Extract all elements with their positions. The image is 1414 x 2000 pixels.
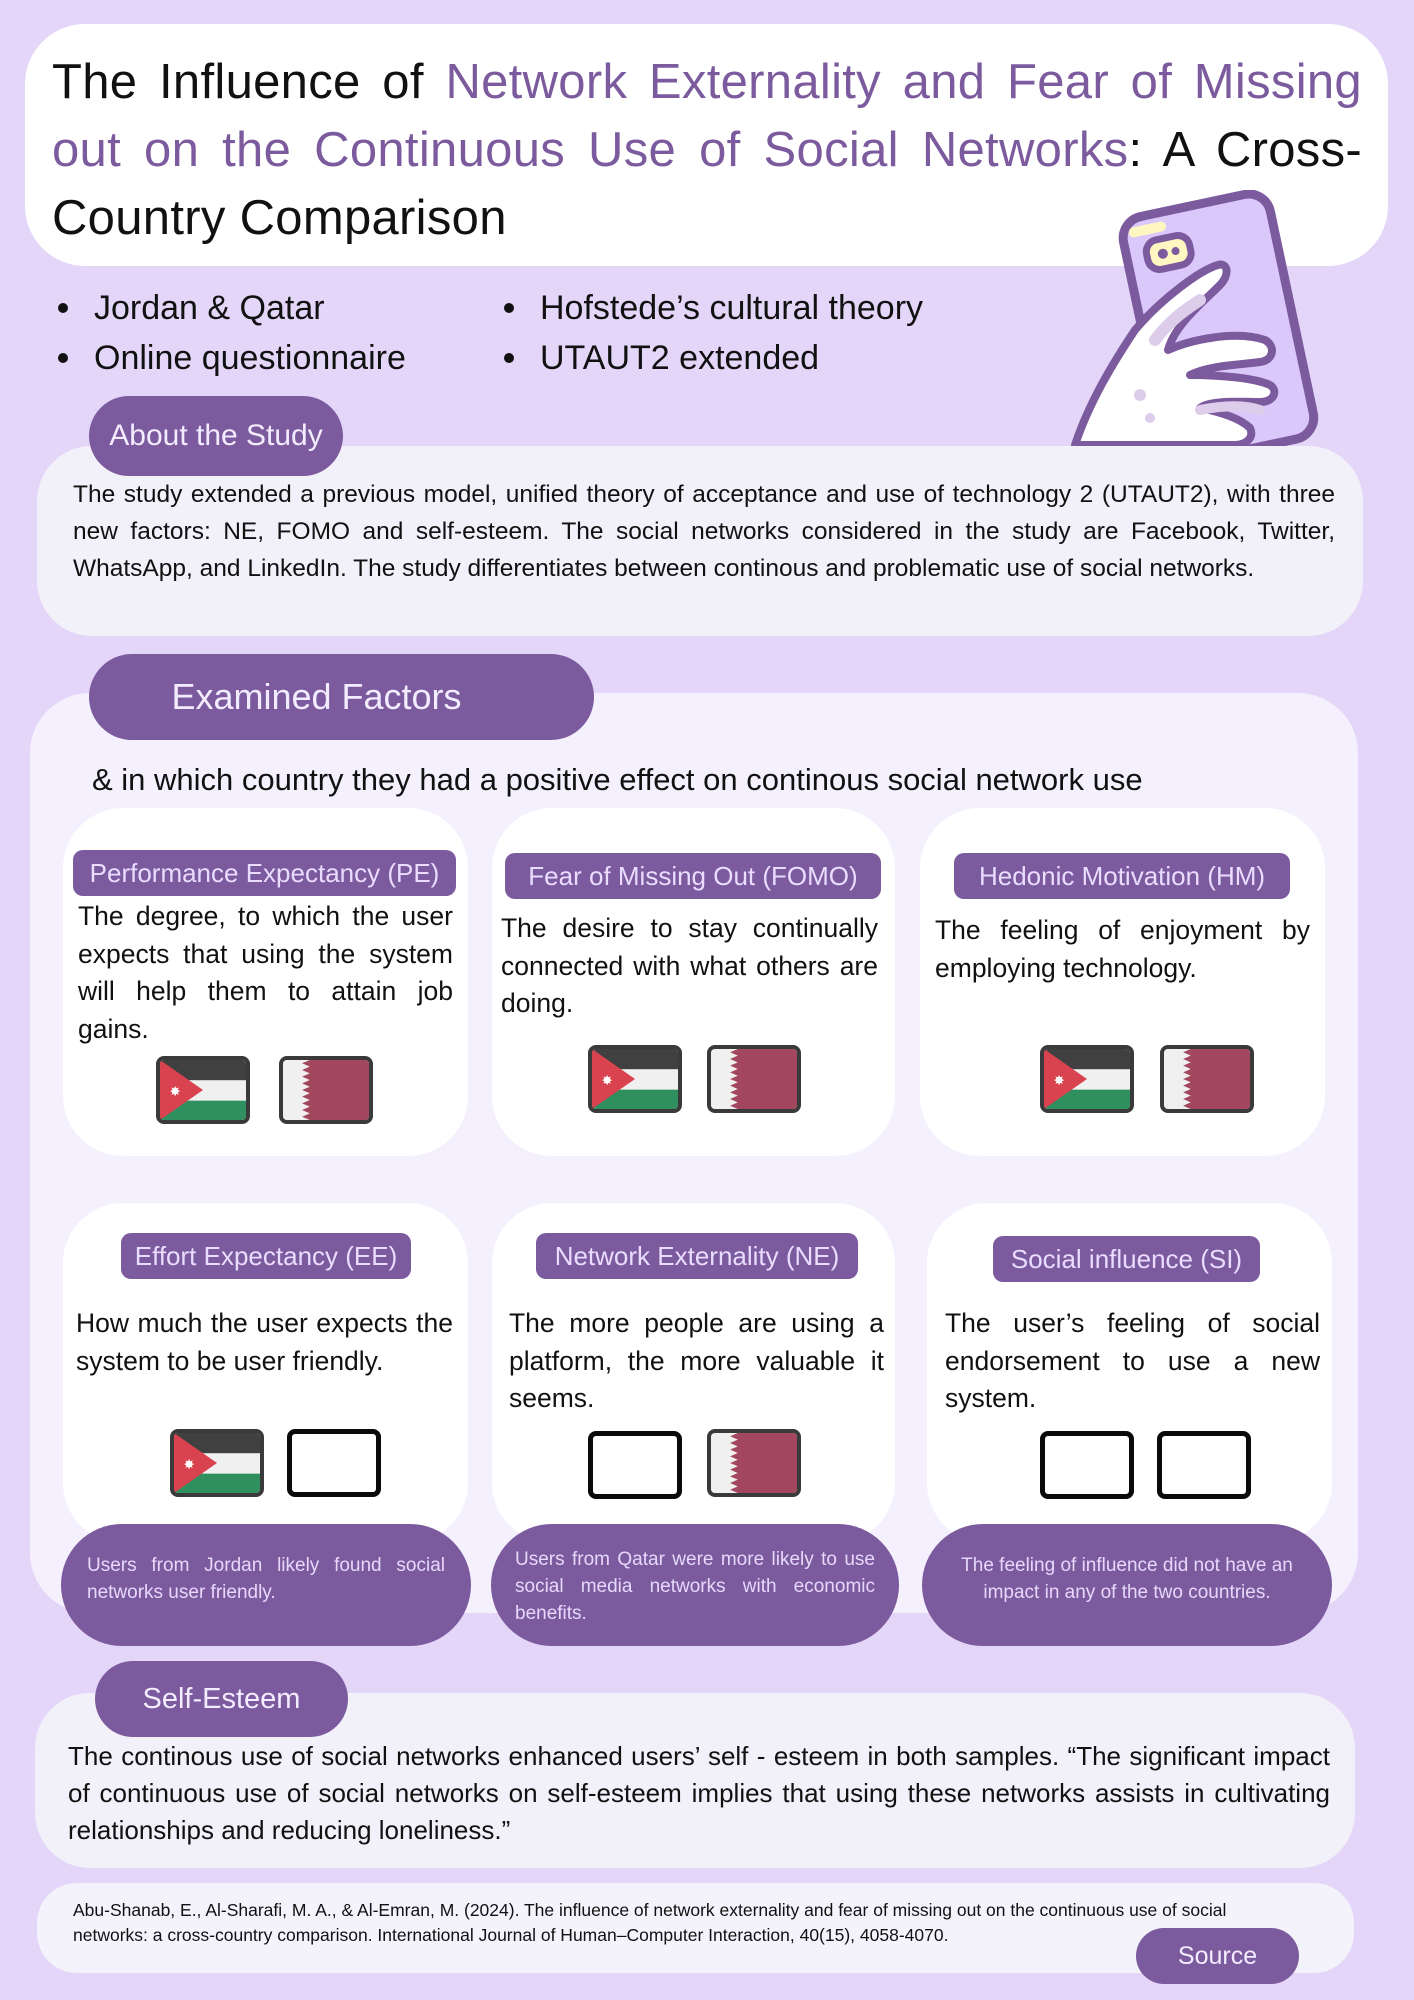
reference-text: Abu-Shanab, E., Al-Sharafi, M. A., & Al-Emran, M. (2024). The influence of network externality and fear of missing out on the continuous use of social networks: a cross-country comparison. International Journal of Human–Computer Interaction, 40(15), 4058-4070. xyxy=(73,1900,1227,1945)
bullet-list-right xyxy=(496,283,923,383)
empty-flag-placeholder xyxy=(1040,1431,1134,1499)
factor-card-pe xyxy=(63,808,468,1156)
source-button[interactable]: Source xyxy=(1136,1928,1299,1984)
factor-description: The degree, to which the user expects that using the system will help them to attain job gains. xyxy=(78,901,453,1044)
result-ee: Users from Jordan likely found social networks user friendly. xyxy=(61,1524,471,1646)
svg-text:✸: ✸ xyxy=(1053,1072,1065,1088)
factors-heading: Examined Factors xyxy=(89,654,594,740)
factor-description: The feeling of enjoyment by employing technology. xyxy=(935,915,1310,983)
jordan-flag-icon xyxy=(1040,1045,1134,1113)
bullet-item: Online questionnaire xyxy=(50,333,406,383)
about-text: The study extended a previous model, unified theory of acceptance and use of technology 2 (UTAUT2), with three new factors: NE, FOMO and self-esteem. The social networks considered in the study are Facebook, Twitter, WhatsApp, and LinkedIn. The study differentiates between continous and problematic use of social networks. xyxy=(73,481,1335,582)
qatar-flag-icon xyxy=(1160,1045,1254,1113)
title-part-1: The Influence of xyxy=(52,55,446,109)
svg-text:✸: ✸ xyxy=(601,1072,613,1088)
factor-card-fomo xyxy=(492,808,895,1156)
factor-description: The more people are using a platform, the more valuable it seems. xyxy=(509,1308,884,1413)
svg-text:✸: ✸ xyxy=(169,1083,181,1099)
hand-holding-phone-icon xyxy=(1060,190,1330,450)
factor-label: Network Externality (NE) xyxy=(536,1233,858,1279)
bullet-list-left xyxy=(50,283,406,383)
factors-subtitle: & in which country they had a positive effect on continous social network use xyxy=(92,762,1143,797)
bullet-item: Jordan & Qatar xyxy=(50,283,406,333)
title-accent: Network Externality and Fear of Missing out on the Continuous Use of Social Networks xyxy=(52,55,1362,177)
factor-card-ne xyxy=(492,1203,895,1543)
jordan-flag-icon xyxy=(156,1056,250,1124)
result-ne: Users from Qatar were more likely to use social media networks with economic benefits. xyxy=(491,1524,899,1646)
self-esteem-text: The continous use of social networks enhanced users’ self - esteem in both samples. “The significant impact of continuous use of social networks on self-esteem implies that using these networks assists in cultivating relationships and reducing loneliness.” xyxy=(68,1741,1330,1845)
factor-label: Social influence (SI) xyxy=(993,1236,1260,1282)
qatar-flag-icon xyxy=(279,1056,373,1124)
bullet-item: UTAUT2 extended xyxy=(496,333,923,383)
self-esteem-heading: Self-Esteem xyxy=(95,1661,348,1737)
factor-description: The user’s feeling of social endorsement to use a new system. xyxy=(945,1308,1320,1413)
bullet-item: Hofstede’s cultural theory xyxy=(496,283,923,333)
factor-label: Effort Expectancy (EE) xyxy=(121,1233,411,1279)
factor-description: How much the user expects the system to be user friendly. xyxy=(76,1308,453,1376)
factor-card-ee xyxy=(63,1203,468,1543)
factor-label: Performance Expectancy (PE) xyxy=(73,850,456,896)
title-part-2: : A Cross-Country Comparison xyxy=(52,123,1363,245)
empty-flag-placeholder xyxy=(287,1429,381,1497)
qatar-flag-icon xyxy=(707,1045,801,1113)
factor-card-si xyxy=(927,1203,1332,1543)
factor-description: The desire to stay continually connected with what others are doing. xyxy=(501,913,878,1018)
result-si: The feeling of influence did not have an impact in any of the two countries. xyxy=(922,1524,1332,1646)
jordan-flag-icon xyxy=(588,1045,682,1113)
factor-label: Hedonic Motivation (HM) xyxy=(954,853,1290,899)
factor-label: Fear of Missing Out (FOMO) xyxy=(505,853,881,899)
qatar-flag-icon xyxy=(707,1429,801,1497)
factor-card-hm xyxy=(920,808,1325,1156)
svg-text:✸: ✸ xyxy=(183,1456,195,1472)
about-heading: About the Study xyxy=(89,396,343,476)
jordan-flag-icon xyxy=(170,1429,264,1497)
empty-flag-placeholder xyxy=(588,1431,682,1499)
empty-flag-placeholder xyxy=(1157,1431,1251,1499)
